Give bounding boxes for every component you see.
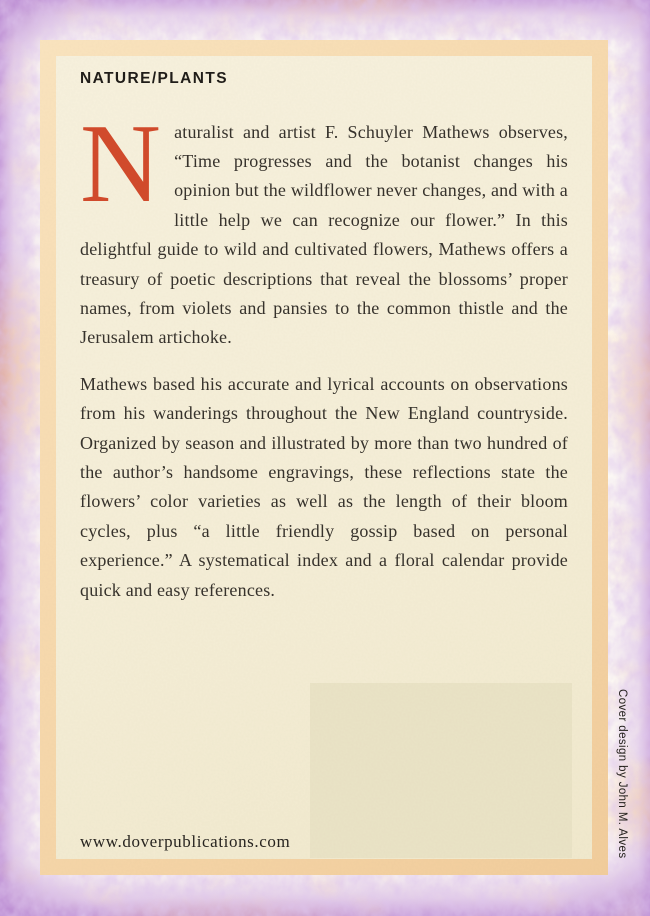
panel-frame [40, 40, 608, 875]
description-paragraph-1 [80, 101, 568, 353]
description-paragraph-2: Mathews based his accurate and lyrical accounts on observations from his wanderings throughout the New England countryside. Organized by season and illustrated by more than two hundred of the author’s handsome engravings, these reflections state the flowers’ color varieties as well as the length of their bloom cycles, plus “a little friendly gossip based on personal experience.” A systematical index and a floral calendar provide quick and easy references. [80, 373, 568, 600]
barcode-placeholder [310, 683, 572, 858]
category-label: NATURE/PLANTS [80, 70, 228, 87]
cover-design-credit: Cover design by John M. Alves [616, 688, 628, 858]
dropcap-letter: N [80, 101, 162, 226]
publisher-website: www.doverpublications.com [80, 832, 291, 851]
text-panel [56, 56, 592, 859]
paragraph-1-text: aturalist and artist F. Schuyler Mathews observes, “Time progresses and the botanist changes his opinion but the wildflower never changes, and with a little help we can recognize our flower.” In this delightful guide to wild and cultivated flowers, Mathews offers a treasury of poetic descriptions that reveal the blossoms’ proper names, from violets and pansies to the common thistle and the Jerusalem artichoke. [80, 121, 568, 348]
